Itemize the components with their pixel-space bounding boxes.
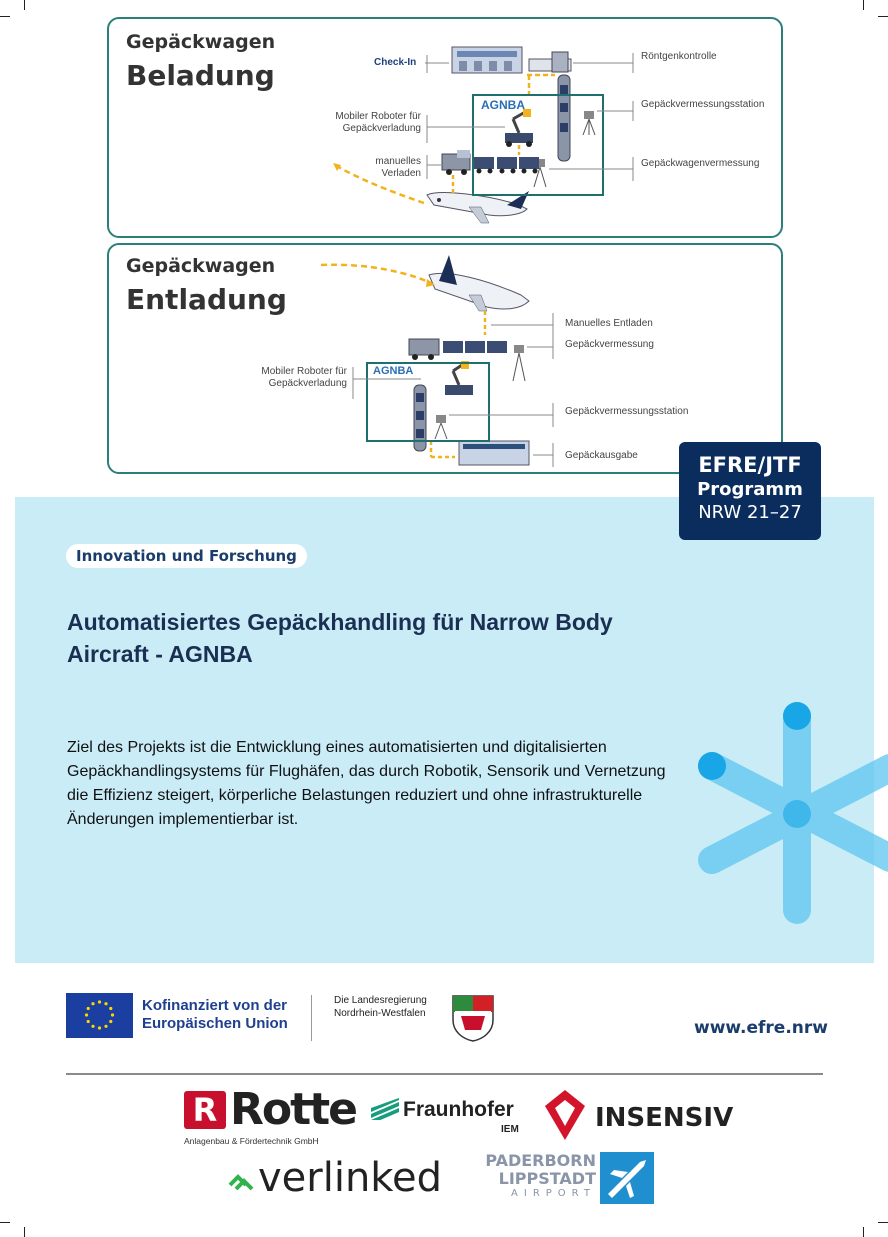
fraunhofer-sub: IEM: [501, 1124, 519, 1135]
airplane-logo-icon: [600, 1152, 654, 1204]
label-cart-measure: Gepäckwagenvermessung: [641, 158, 760, 169]
baggage-tug-icon: [442, 150, 539, 175]
crop-mark: [0, 1222, 10, 1223]
eu-line2: Europäischen Union: [142, 1015, 288, 1032]
divider: [311, 995, 312, 1041]
crop-mark: [878, 1222, 888, 1223]
airport-text: [478, 1152, 596, 1199]
eu-flag-icon: [66, 993, 133, 1038]
airplane-icon: [429, 255, 529, 311]
unloading-diagram: [109, 245, 781, 472]
crop-mark: [863, 1227, 864, 1237]
project-description: Ziel des Projekts ist die Entwicklung eines automatisierten und digitalisierten Gepäckhandlingsystems für Flughäfen, das durch Robotik, Sensorik und Vernetzung die Effizienz steigert, körperliche Belastungen reduziert und ohne infrastrukturelle Änderungen implementierbar ist.: [67, 739, 666, 828]
crop-mark: [863, 0, 864, 10]
label-measure-station: Gepäckvermessungsstation: [641, 99, 765, 110]
conveyor-icon: [558, 75, 570, 161]
verlinked-name: verlinked: [258, 1155, 443, 1201]
category-pill: Innovation und Forschung: [66, 544, 307, 568]
insensiv-logo: [543, 1088, 734, 1144]
unloading-panel: [107, 243, 783, 474]
rotte-name: Rotte: [230, 1084, 357, 1135]
checkin-building-icon: [452, 47, 522, 73]
nrw-line2: Nordrhein-Westfalen: [334, 1008, 426, 1019]
badge-line3: NRW 21–27: [698, 502, 802, 523]
separator-line: [66, 1073, 823, 1075]
eu-line1: Kofinanziert von der: [142, 997, 288, 1014]
project-title: Automatisiertes Gepäckhandling für Narrow Body Aircraft - AGNBA: [67, 609, 613, 667]
label-xray: Röntgenkontrolle: [641, 51, 717, 62]
robot-icon: [445, 361, 473, 395]
efre-badge: [679, 442, 821, 540]
rotte-sub: Anlagenbau & Fördertechnik GmbH: [184, 1136, 319, 1146]
rotte-logo: [184, 1084, 357, 1150]
fraunhofer-logo: [371, 1095, 526, 1140]
loading-panel: [107, 17, 783, 238]
badge-line1: EFRE/JTF: [698, 453, 802, 477]
insensiv-name: INSENSIV: [595, 1103, 734, 1133]
unloading-agnba-tag: AGNBA: [373, 365, 414, 377]
baggage-tug-icon: [409, 339, 507, 360]
asterisk-decoration-icon: [690, 690, 888, 940]
airport-logo: [478, 1152, 658, 1208]
airport-line1: PADERBORN: [485, 1151, 596, 1170]
robot-icon: [505, 109, 533, 147]
badge-line2: Programm: [697, 479, 803, 500]
label-robot: Mobiler Roboter für Gepäckverladung: [261, 366, 347, 389]
verlinked-logo: [228, 1155, 458, 1205]
label-baggage-measure: Gepäckvermessung: [565, 339, 654, 350]
airport-line3: AIRPORT: [511, 1188, 596, 1199]
crop-mark: [24, 0, 25, 10]
label-measure-station: Gepäckvermessungsstation: [565, 406, 689, 417]
crop-mark: [0, 16, 10, 17]
unloading-title-line2: Entladung: [126, 283, 287, 316]
label-manual-unload: Manuelles Entladen: [565, 318, 653, 329]
unloading-title-line1: Gepäckwagen: [126, 255, 276, 277]
label-manual-load: manuelles Verladen: [375, 156, 421, 179]
nrw-line1: Die Landesregierung: [334, 995, 427, 1006]
nrw-coat-of-arms-icon: [451, 994, 495, 1042]
eu-cofunded-text: [142, 997, 288, 1033]
xray-machine-icon: [529, 52, 571, 72]
label-baggage-claim: Gepäckausgabe: [565, 450, 638, 461]
nrw-text: [334, 994, 427, 1020]
label-checkin: Check-In: [374, 57, 417, 68]
loading-agnba-tag: AGNBA: [481, 98, 525, 112]
fraunhofer-name: Fraunhofer: [403, 1098, 514, 1121]
label-robot: Mobiler Roboter für Gepäckverladung: [335, 111, 421, 134]
website-link[interactable]: www.efre.nrw: [694, 1018, 828, 1038]
airport-line2: LIPPSTADT: [498, 1169, 596, 1188]
loading-title-line2: Beladung: [126, 59, 275, 92]
insensiv-icon: [543, 1088, 587, 1142]
rotte-r-icon: R: [184, 1091, 226, 1129]
crop-mark: [24, 1227, 25, 1237]
fraunhofer-icon: [371, 1098, 399, 1120]
verlinked-icon: [228, 1171, 254, 1193]
loading-title-line1: Gepäckwagen: [126, 31, 276, 53]
crop-mark: [878, 16, 888, 17]
baggage-claim-icon: [459, 441, 529, 465]
